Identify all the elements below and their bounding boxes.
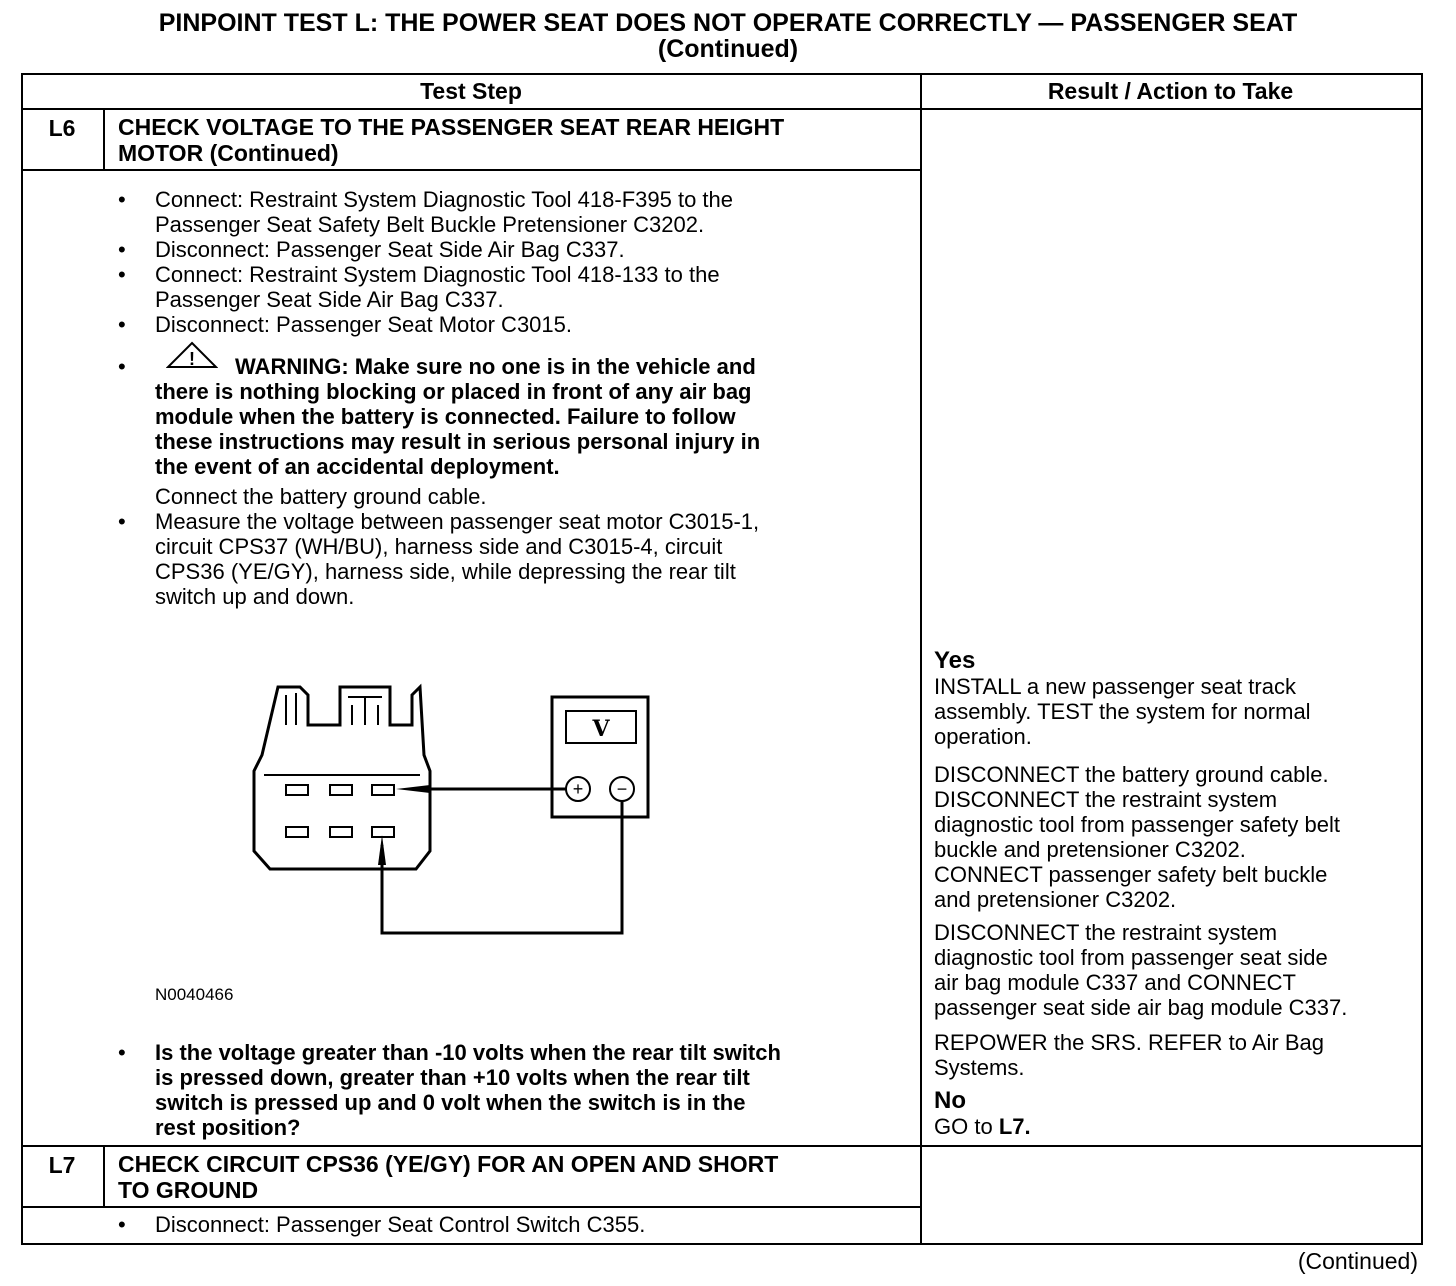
text-line: Passenger Seat Safety Belt Buckle Pretensioner C3202. xyxy=(155,212,705,237)
text-line: Is the voltage greater than -10 volts when the rear tilt switch xyxy=(155,1040,781,1065)
l7-id-divider xyxy=(103,1145,105,1208)
text-line: rest position? xyxy=(155,1115,301,1140)
text-line: is pressed down, greater than +10 volts when the rear tilt xyxy=(155,1065,750,1090)
bullet: • xyxy=(118,1212,126,1237)
text-line: and pretensioner C3202. xyxy=(934,887,1177,912)
step-id-l7: L7 xyxy=(48,1152,76,1178)
bullet: • xyxy=(118,187,126,212)
l7-instruction-1: Disconnect: Passenger Seat Control Switch C355. xyxy=(155,1212,646,1237)
text-line: switch is pressed up and 0 volt when the switch is in the xyxy=(155,1090,746,1115)
text-line: INSTALL a new passenger seat track xyxy=(934,674,1296,699)
instruction-measure xyxy=(155,509,895,609)
result-yes-action-4 xyxy=(934,1030,1414,1080)
header-result: Result / Action to Take xyxy=(1047,78,1294,104)
bullet: • xyxy=(118,262,126,287)
text-line: REPOWER the SRS. REFER to Air Bag xyxy=(934,1030,1325,1055)
result-yes-action-3 xyxy=(934,920,1414,1020)
result-no-action xyxy=(934,1114,1414,1139)
step-title-line: CHECK CIRCUIT CPS36 (YE/GY) FOR AN OPEN AND SHORT xyxy=(118,1151,779,1177)
column-divider xyxy=(920,73,922,1243)
question xyxy=(155,1040,895,1140)
go-to-text: GO to xyxy=(934,1114,993,1139)
probe-tip-icon xyxy=(396,785,430,793)
text-line: buckle and pretensioner C3202. xyxy=(934,837,1246,862)
text-line: the event of an accidental deployment. xyxy=(155,454,560,479)
meter-label: V xyxy=(592,716,610,742)
plus-terminal: + xyxy=(572,779,584,799)
step-title-line: TO GROUND xyxy=(118,1177,259,1203)
text-line: these instructions may result in serious personal injury in xyxy=(155,429,761,454)
text-line: WARNING: Make sure no one is in the vehicle and xyxy=(235,354,756,379)
instruction-4: Disconnect: Passenger Seat Motor C3015. xyxy=(155,312,573,337)
header-divider xyxy=(21,108,1421,110)
result-yes-action-2 xyxy=(934,762,1414,912)
text-line: Connect: Restraint System Diagnostic Tool 418-F395 to the xyxy=(155,187,734,212)
instruction-3 xyxy=(155,262,895,312)
header-test-step: Test Step xyxy=(420,78,522,104)
text-line: air bag module C337 and CONNECT xyxy=(934,970,1296,995)
text-line: operation. xyxy=(934,724,1032,749)
bullet: • xyxy=(118,354,126,379)
page-subtitle: (Continued) xyxy=(657,35,799,63)
text-line: DISCONNECT the battery ground cable. xyxy=(934,762,1329,787)
figure-id: N0040466 xyxy=(155,985,234,1004)
l7-divider xyxy=(21,1145,1421,1147)
result-no: No xyxy=(934,1087,966,1114)
text-line: DISCONNECT the restraint system xyxy=(934,920,1278,945)
text-line: assembly. TEST the system for normal xyxy=(934,699,1311,724)
continued-label: (Continued) xyxy=(1297,1248,1418,1274)
text-line: Passenger Seat Side Air Bag C337. xyxy=(155,287,504,312)
result-yes: Yes xyxy=(934,647,976,674)
go-to-link[interactable]: L7. xyxy=(998,1114,1031,1139)
l7-title-divider xyxy=(21,1206,922,1208)
text-line: circuit CPS37 (WH/BU), harness side and C3015-4, circuit xyxy=(155,534,723,559)
instruction-1 xyxy=(155,187,895,237)
svg-text:!: ! xyxy=(189,349,195,369)
text-line: Connect: Restraint System Diagnostic Tool 418-133 to the xyxy=(155,262,720,287)
text-line: module when the battery is connected. Failure to follow xyxy=(155,404,736,429)
text-line: CPS36 (YE/GY), harness side, while depressing the rear tilt xyxy=(155,559,736,584)
step-title-l6 xyxy=(118,114,908,166)
text-line: Measure the voltage between passenger seat motor C3015-1, xyxy=(155,509,760,534)
text-line: passenger seat side air bag module C337. xyxy=(934,995,1348,1020)
warning-text xyxy=(155,354,895,479)
result-yes-action-1 xyxy=(934,674,1414,749)
l6-title-divider xyxy=(21,169,922,171)
text-line: there is nothing blocking or placed in front of any air bag xyxy=(155,379,752,404)
bullet: • xyxy=(118,312,126,337)
text-line: CONNECT passenger safety belt buckle xyxy=(934,862,1328,887)
text-line: switch up and down. xyxy=(155,584,355,609)
text-line: diagnostic tool from passenger seat side xyxy=(934,945,1328,970)
step-title-line: CHECK VOLTAGE TO THE PASSENGER SEAT REAR HEIGHT xyxy=(118,114,785,140)
text-line: diagnostic tool from passenger safety belt xyxy=(934,812,1341,837)
step-title-l7 xyxy=(118,1151,908,1203)
bullet: • xyxy=(118,237,126,262)
voltmeter-diagram xyxy=(240,675,660,945)
page-title: PINPOINT TEST L: THE POWER SEAT DOES NOT OPERATE CORRECTLY — PASSENGER SEAT xyxy=(158,9,1298,37)
instruction-2: Disconnect: Passenger Seat Side Air Bag C337. xyxy=(155,237,625,262)
step-id-l6: L6 xyxy=(48,115,76,141)
bullet: • xyxy=(118,1040,126,1065)
step-title-line: MOTOR (Continued) xyxy=(118,140,339,166)
bullet: • xyxy=(118,509,126,534)
probe-tip-icon xyxy=(378,835,386,865)
connect-battery: Connect the battery ground cable. xyxy=(155,484,487,509)
text-line: DISCONNECT the restraint system xyxy=(934,787,1278,812)
l6-id-divider xyxy=(103,108,105,171)
minus-terminal: − xyxy=(616,779,628,799)
text-line: Systems. xyxy=(934,1055,1025,1080)
